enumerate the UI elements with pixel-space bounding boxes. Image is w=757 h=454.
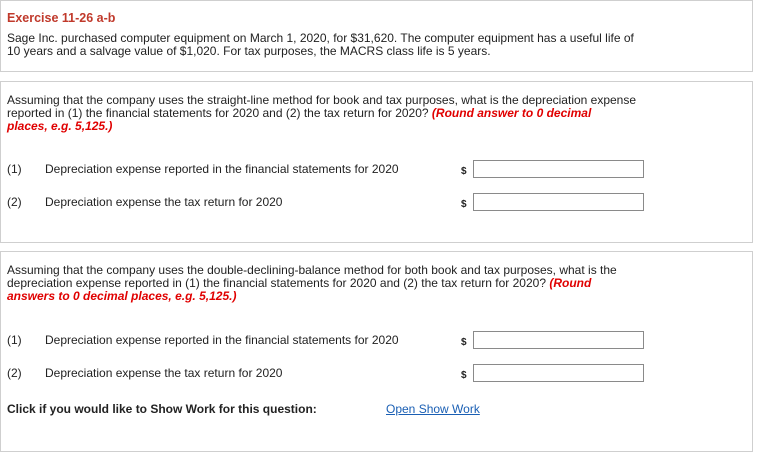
part-a-panel [0, 81, 753, 243]
row-number: (1) [7, 162, 22, 176]
part-a-rounding-note-cont: places, e.g. 5,125.) [7, 119, 113, 133]
currency-symbol: $ [461, 337, 467, 348]
part-b-panel [0, 251, 753, 452]
part-a-tax-return-input[interactable] [473, 193, 644, 211]
part-a-question [7, 94, 742, 133]
row-number: (1) [7, 333, 22, 347]
row-number: (2) [7, 366, 22, 380]
part-b-tax-return-input[interactable] [473, 364, 644, 382]
part-a-line-1: Assuming that the company uses the straight-line method for book and tax purposes, what is the depreciation expense [7, 93, 637, 107]
row-label: Depreciation expense reported in the financial statements for 2020 [45, 333, 399, 347]
part-b-financial-statements-input[interactable] [473, 331, 644, 349]
problem-line-1: Sage Inc. purchased computer equipment on March 1, 2020, for $31,620. The computer equipment has a useful life of [7, 31, 634, 45]
part-b-rounding-note-cont: answers to 0 decimal places, e.g. 5,125.) [7, 289, 237, 303]
part-b-line-1: Assuming that the company uses the double-declining-balance method for both book and tax purposes, what is the [7, 263, 617, 277]
exercise-title: Exercise 11-26 a-b [7, 11, 116, 25]
part-a-line-2 [7, 107, 742, 120]
part-a-row-2 [7, 193, 747, 211]
open-show-work-link[interactable]: Open Show Work [386, 402, 480, 416]
part-b-question [7, 264, 742, 303]
currency-symbol: $ [461, 166, 467, 177]
part-a-financial-statements-input[interactable] [473, 160, 644, 178]
row-label: Depreciation expense the tax return for 2020 [45, 366, 283, 380]
part-b-line-2-text: depreciation expense reported in (1) the financial statements for 2020 and (2) the tax return for 2020? [7, 276, 546, 290]
row-number: (2) [7, 195, 22, 209]
problem-statement [7, 32, 742, 58]
currency-symbol: $ [461, 370, 467, 381]
question-header [0, 0, 753, 72]
part-a-row-1 [7, 160, 747, 178]
part-a-rounding-note: (Round answer to 0 decimal [431, 106, 592, 120]
part-b-row-2 [7, 364, 747, 382]
part-a-line-2-text: reported in (1) the financial statements for 2020 and (2) the tax return for 2020? [7, 106, 429, 120]
currency-symbol: $ [461, 199, 467, 210]
part-b-rounding-note: (Round [549, 276, 592, 290]
problem-line-2: 10 years and a salvage value of $1,020. For tax purposes, the MACRS class life is 5 years. [7, 44, 491, 58]
part-b-row-1 [7, 331, 747, 349]
row-label: Depreciation expense the tax return for 2020 [45, 195, 283, 209]
row-label: Depreciation expense reported in the financial statements for 2020 [45, 162, 399, 176]
show-work-prompt: Click if you would like to Show Work for this question: [7, 402, 317, 416]
